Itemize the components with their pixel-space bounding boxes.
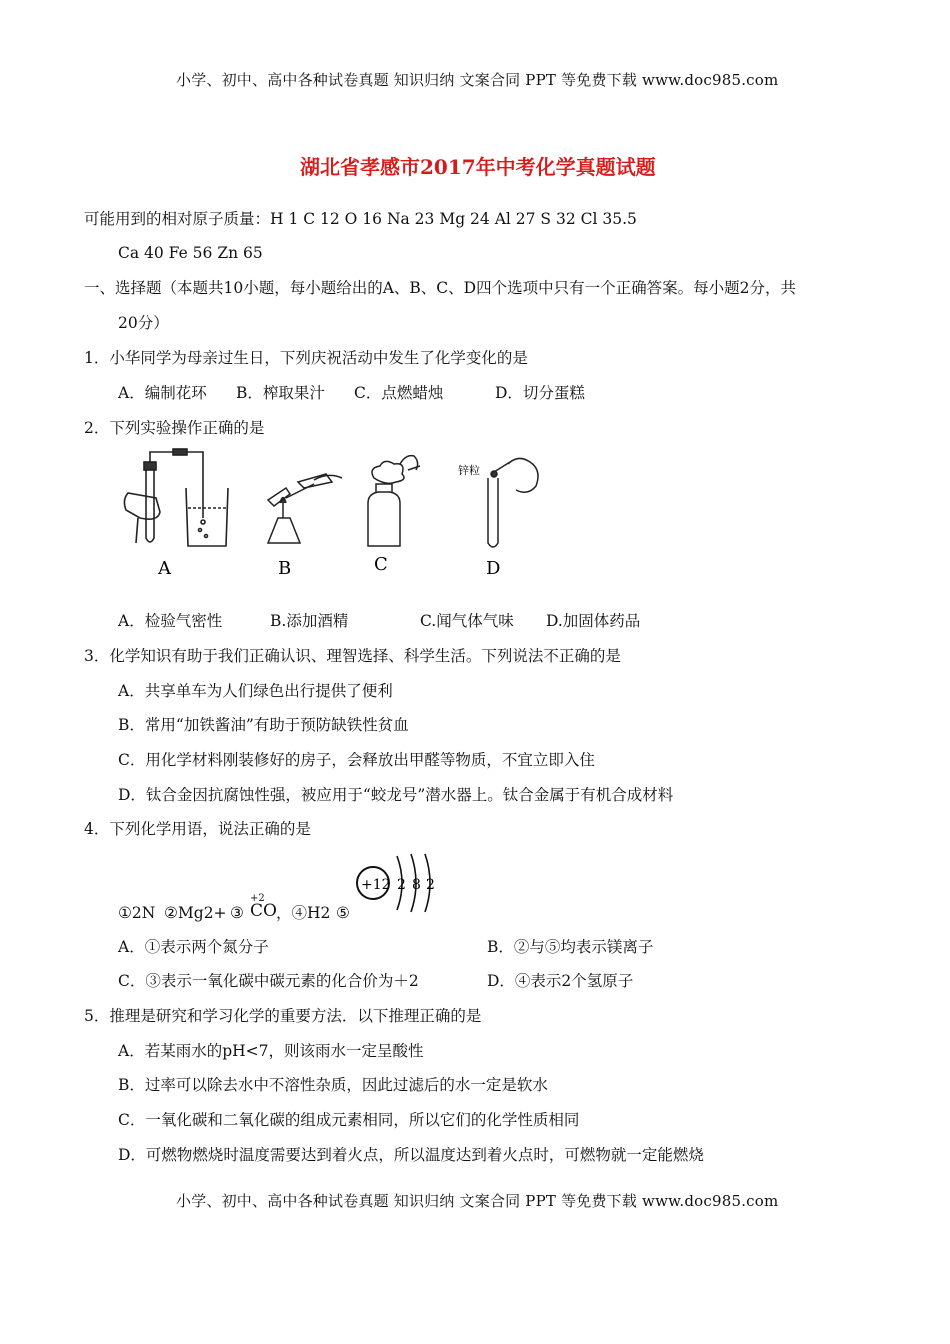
figure-d-add-solid-icon [488, 458, 538, 547]
section-heading: 一、选择题（本题共10小题，每小题给出的A、B、C、D四个选项中只有一个正确答案。每小题2分，共 [84, 279, 796, 297]
question-4-option-c: C．③表示一氧化碳中碳元素的化合价为＋2 [118, 972, 419, 990]
atom-shell-1: 2 [397, 877, 406, 893]
question-3-option-b: B．常用“加铁酱油”有助于预防缺铁性贫血 [118, 716, 409, 734]
footer-banner: 小学、初中、高中各种试卷真题 知识归纳 文案合同 PPT 等免费下载 www.doc985.com [176, 1192, 779, 1210]
lab-operations-figure [118, 448, 568, 588]
figure-label-b: B [278, 558, 292, 579]
question-5-option-a: A．若某雨水的pH<7，则该雨水一定呈酸性 [118, 1042, 424, 1060]
question-1-stem: 1．小华同学为母亲过生日，下列庆祝活动中发生了化学变化的是 [84, 349, 528, 367]
figure-d-caption: 锌粒 [458, 464, 480, 477]
question-4-stem: 4．下列化学用语，说法正确的是 [84, 820, 311, 838]
symbol-5: ⑤ [336, 904, 350, 922]
atomic-masses-line-1: 可能用到的相对原子质量：H 1 C 12 O 16 Na 23 Mg 24 Al 27 S 32 Cl 35.5 [84, 210, 637, 228]
question-4-option-b: B．②与⑤均表示镁离子 [487, 938, 654, 956]
figure-a-airtightness-icon [124, 449, 228, 546]
page-title: 湖北省孝感市2017年中考化学真题试题 [300, 155, 656, 179]
question-2-option-c: C.闻气体气味 [420, 612, 514, 630]
question-5-option-b: B．过率可以除去水中不溶性杂质，因此过滤后的水一定是软水 [118, 1076, 548, 1094]
figure-label-d: D [486, 558, 501, 579]
question-3-stem: 3．化学知识有助于我们正确认识、理智选择、科学生活。下列说法不正确的是 [84, 647, 621, 665]
atomic-masses-line-2: Ca 40 Fe 56 Zn 65 [118, 244, 263, 262]
figure-c-smell-gas-icon [368, 456, 420, 546]
question-1-option-b: B．榨取果汁 [236, 384, 325, 402]
question-2-option-a: A．检验气密性 [118, 612, 223, 630]
question-3-option-a: A．共享单车为人们绿色出行提供了便利 [118, 682, 393, 700]
question-1-option-a: A．编制花环 [118, 384, 207, 402]
atom-shell-3: 2 [426, 877, 435, 893]
symbol-3-formula: CO [250, 901, 277, 921]
question-1-option-d: D．切分蛋糕 [495, 384, 585, 402]
question-4-option-d: D．④表示2个氢原子 [487, 972, 634, 990]
atom-shell-2: 8 [412, 877, 421, 893]
question-5-stem: 5．推理是研究和学习化学的重要方法．以下推理正确的是 [84, 1007, 482, 1025]
figure-b-alcohol-lamp-icon [268, 474, 342, 543]
atom-nucleus-charge: +12 [361, 877, 391, 893]
question-2-option-b: B.添加酒精 [270, 612, 349, 630]
question-3-option-c: C．用化学材料刚装修好的房子，会释放出甲醛等物质，不宜立即入住 [118, 751, 595, 769]
symbol-3: ③ [230, 904, 244, 922]
question-1-option-c: C．点燃蜡烛 [354, 384, 444, 402]
symbol-1: ①2N [118, 904, 156, 922]
question-5-option-c: C．一氧化碳和二氧化碳的组成元素相同，所以它们的化学性质相同 [118, 1111, 580, 1129]
symbol-4: ，④H2 [276, 904, 331, 922]
section-heading-cont: 20分） [118, 314, 169, 332]
question-4-option-a: A．①表示两个氮分子 [118, 938, 269, 956]
question-5-option-d: D．可燃物燃烧时温度需要达到着火点，所以温度达到着火点时，可燃物就一定能燃烧 [118, 1146, 704, 1164]
atom-structure-diagram [352, 850, 442, 918]
figure-label-c: C [374, 554, 388, 575]
figure-label-a: A [158, 558, 171, 579]
question-2-option-d: D.加固体药品 [546, 612, 641, 630]
header-banner: 小学、初中、高中各种试卷真题 知识归纳 文案合同 PPT 等免费下载 www.doc985.com [176, 71, 779, 89]
symbol-2: ②Mg2+ [164, 904, 227, 922]
question-3-option-d: D．钛合金因抗腐蚀性强，被应用于“蛟龙号”潜水器上。钛合金属于有机合成材料 [118, 786, 674, 804]
symbol-3-valence: +2 [250, 893, 265, 904]
question-2-stem: 2．下列实验操作正确的是 [84, 419, 265, 437]
